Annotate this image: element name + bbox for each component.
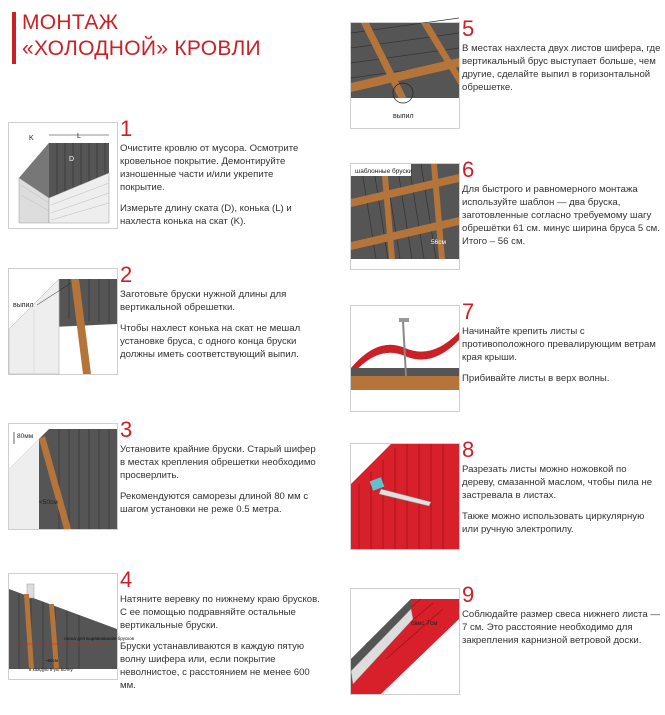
step-3 [8,417,323,533]
step-2-paragraph: Чтобы нахлест конька на скат не мешал установке бруса, с одного конца бруски должны иметь соответствующий выпил. [120,323,301,360]
step-1-paragraph: Очистите кровлю от мусора. Осмотрите кровельное покрытие. Демонтируйте изношенные части и/или укрепите покрытие. [120,143,299,193]
wave-fastening-illustration [351,306,459,411]
step-6-illustration [350,163,460,270]
step-9-illustration [350,588,460,695]
label-80mm: 80мм [17,433,34,440]
step-7 [350,299,665,415]
step-4-paragraph: Бруски устанавливаются в каждую пятую волну шифера или, если покрытие неволнистое, с расстоянием не менее 600 мм. [120,641,310,691]
step-9 [350,582,665,698]
step-7-illustration [350,305,460,412]
step-6-paragraph: Для быстрого и равномерного монтажа используйте шаблон — два бруска, заготовленные согласно требуемому шагу обрешётки 61 см. минус ширина бруса 5 см. Итого – 56 см. [462,184,660,247]
step-3-paragraph: Рекомендуются саморезы длиной 80 мм с шагом установки не реже 0.5 метра. [120,491,309,515]
step-2-text [120,288,320,369]
label-every-5th: в каждую 5-ую волну [29,667,73,672]
label-56cm: 56см [431,239,446,246]
title-accent-bar [12,12,16,64]
label-overhang: свес 7см [411,620,438,627]
step-8-number: 8 [462,437,475,462]
page-title-line1: МОНТАЖ [22,11,119,34]
step-2-number: 2 [120,262,133,287]
step-6-text [462,183,662,256]
step-4-illustration [8,573,135,680]
step-9-text [462,608,662,655]
step-1-illustration [8,122,118,229]
step-9-number: 9 [462,582,475,607]
label-k: K [29,135,34,142]
step-6-number: 6 [462,157,475,182]
step-7-paragraph: Начинайте крепить листы с противоположного превалирующим ветрам края крыши. [462,326,656,363]
page-title [22,10,261,62]
step-2-paragraph: Заготовьте бруски нужной длины для вертикальной обрешетки. [120,289,287,313]
step-5-number: 5 [462,16,475,41]
step-1-text [120,142,320,236]
step-2 [8,262,323,378]
step-1-number: 1 [120,116,133,141]
label-vypil-5: выпил [393,113,414,120]
overlap-cut-illustration [351,23,459,128]
step-1 [8,116,323,232]
step-9-paragraph: Соблюдайте размер свеса нижнего листа — 7 см. Это расстояние необходимо для закрепления карнизной ветровой доски. [462,609,660,646]
step-3-number: 3 [120,417,133,442]
label-string: леска для выравнивания брусков [64,636,135,641]
step-8 [350,437,665,553]
label-d: D [69,156,75,163]
step-8-paragraph: Также можно использовать циркулярную или ручную электропилу. [462,511,645,535]
step-1-paragraph: Измерьте длину ската (D), конька (L) и нахлеста конька на скат (K). [120,203,292,227]
step-4-paragraph: Натяните веревку по нижнему краю брусков. С ее помощью подравняйте остальные вертикальные бруски. [120,594,320,631]
step-5 [350,16,665,132]
template-battens-illustration [351,164,459,269]
cutting-sheets-illustration [351,444,459,549]
step-6 [350,157,665,273]
label-50cm: <50см [39,499,58,506]
string-alignment-illustration [9,574,135,679]
step-4-text [120,593,320,700]
edge-battens-illustration [9,424,117,529]
step-7-paragraph: Прибивайте листы в верх волны. [462,373,610,384]
step-5-text [462,42,662,102]
step-5-illustration [350,22,460,129]
overhang-illustration [351,589,459,694]
step-7-number: 7 [462,299,475,324]
step-8-paragraph: Разрезать листы можно ножовкой по дереву, смазанной маслом, чтобы пила не застревала в листах. [462,464,653,501]
page-title-line2: «ХОЛОДНОЙ» КРОВЛИ [22,37,261,60]
step-3-text [120,443,320,524]
house-roof-illustration [9,123,117,228]
step-2-illustration [8,268,118,375]
step-3-paragraph: Установите крайние бруски. Старый шифер в местах крепления обрешетки необходимо просверлить. [120,444,316,481]
label-60cm: ~60см [45,658,58,663]
step-3-illustration [8,423,118,530]
label-l: L [77,133,81,140]
step-4 [8,567,323,691]
step-8-text [462,463,662,544]
step-5-paragraph: В местах нахлеста двух листов шифера, где вертикальный брус выступает больше, чем другие, сделайте выпил в горизонтальной обрешетке. [462,43,661,93]
label-template: шаблонные бруски [355,168,413,175]
label-vypil: выпил [13,302,34,309]
step-4-number: 4 [120,567,133,592]
ridge-cut-illustration [9,269,117,374]
step-8-illustration [350,443,460,550]
step-7-text [462,325,662,393]
